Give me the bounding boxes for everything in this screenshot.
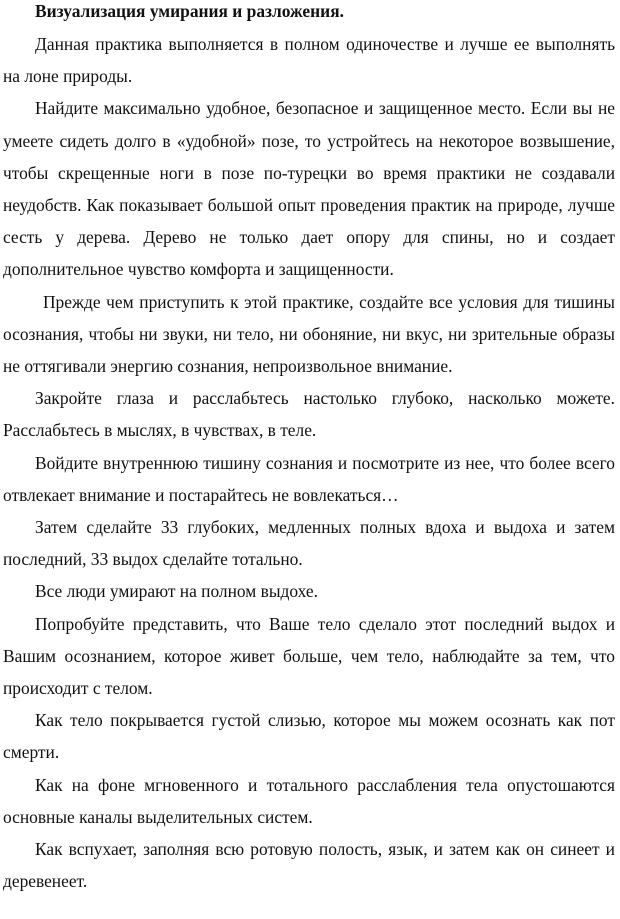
paragraph: Прежде чем приступить к этой практике, создайте все условия для тишины осознания, чтобы ни звуки, ни тело, ни обоняние, ни вкус, ни зрительные образы не оттягивали энергию сознания, непроизвольное внимание. [3,291,615,377]
paragraph: Как тело покрывается густой слизью, которое мы можем осознать как пот смерти. [3,710,615,763]
paragraph: Данная практика выполняется в полном одиночестве и лучше ее выполнять на лоне природы. [3,34,615,87]
paragraph: Затем сделайте 33 глубоких, медленных полных вдоха и выдоха и затем последний, 33 выдох сделайте тотально. [3,517,615,570]
paragraph: Как вспухает, заполняя всю ротовую полость, язык, и затем как он синеет и деревенеет. [3,839,615,892]
paragraph: Войдите внутреннюю тишину сознания и посмотрите из нее, что более всего отвлекает внимание и постарайтесь не вовлекаться… [3,452,615,505]
paragraph: Все люди умирают на полном выдохе. [35,581,318,602]
paragraph: Закройте глаза и расслабьтесь настолько глубоко, насколько можете. Расслабьтесь в мыслях, в чувствах, в теле. [3,388,615,441]
paragraph: Попробуйте представить, что Ваше тело сделало этот последний выдох и Вашим осознанием, которое живет больше, чем тело, наблюдайте за тем, что происходит с телом. [3,613,615,699]
paragraph: Как на фоне мгновенного и тотального расслабления тела опустошаются основные каналы выделительных систем. [3,774,615,827]
paragraph: Найдите максимально удобное, безопасное и защищенное место. Если вы не умеете сидеть долго в «удобной» позе, то устройтесь на некоторое возвышение, чтобы скрещенные ноги в позе по-турецки во время практики не создавали неудобств. Как показывает большой опыт проведения практик на природе, лучше сесть у дерева. Дерево не только дает опору для спины, но и создает дополнительное чувство комфорта и защищенности. [3,98,615,280]
section-title: Визуализация умирания и разложения. [35,1,344,21]
